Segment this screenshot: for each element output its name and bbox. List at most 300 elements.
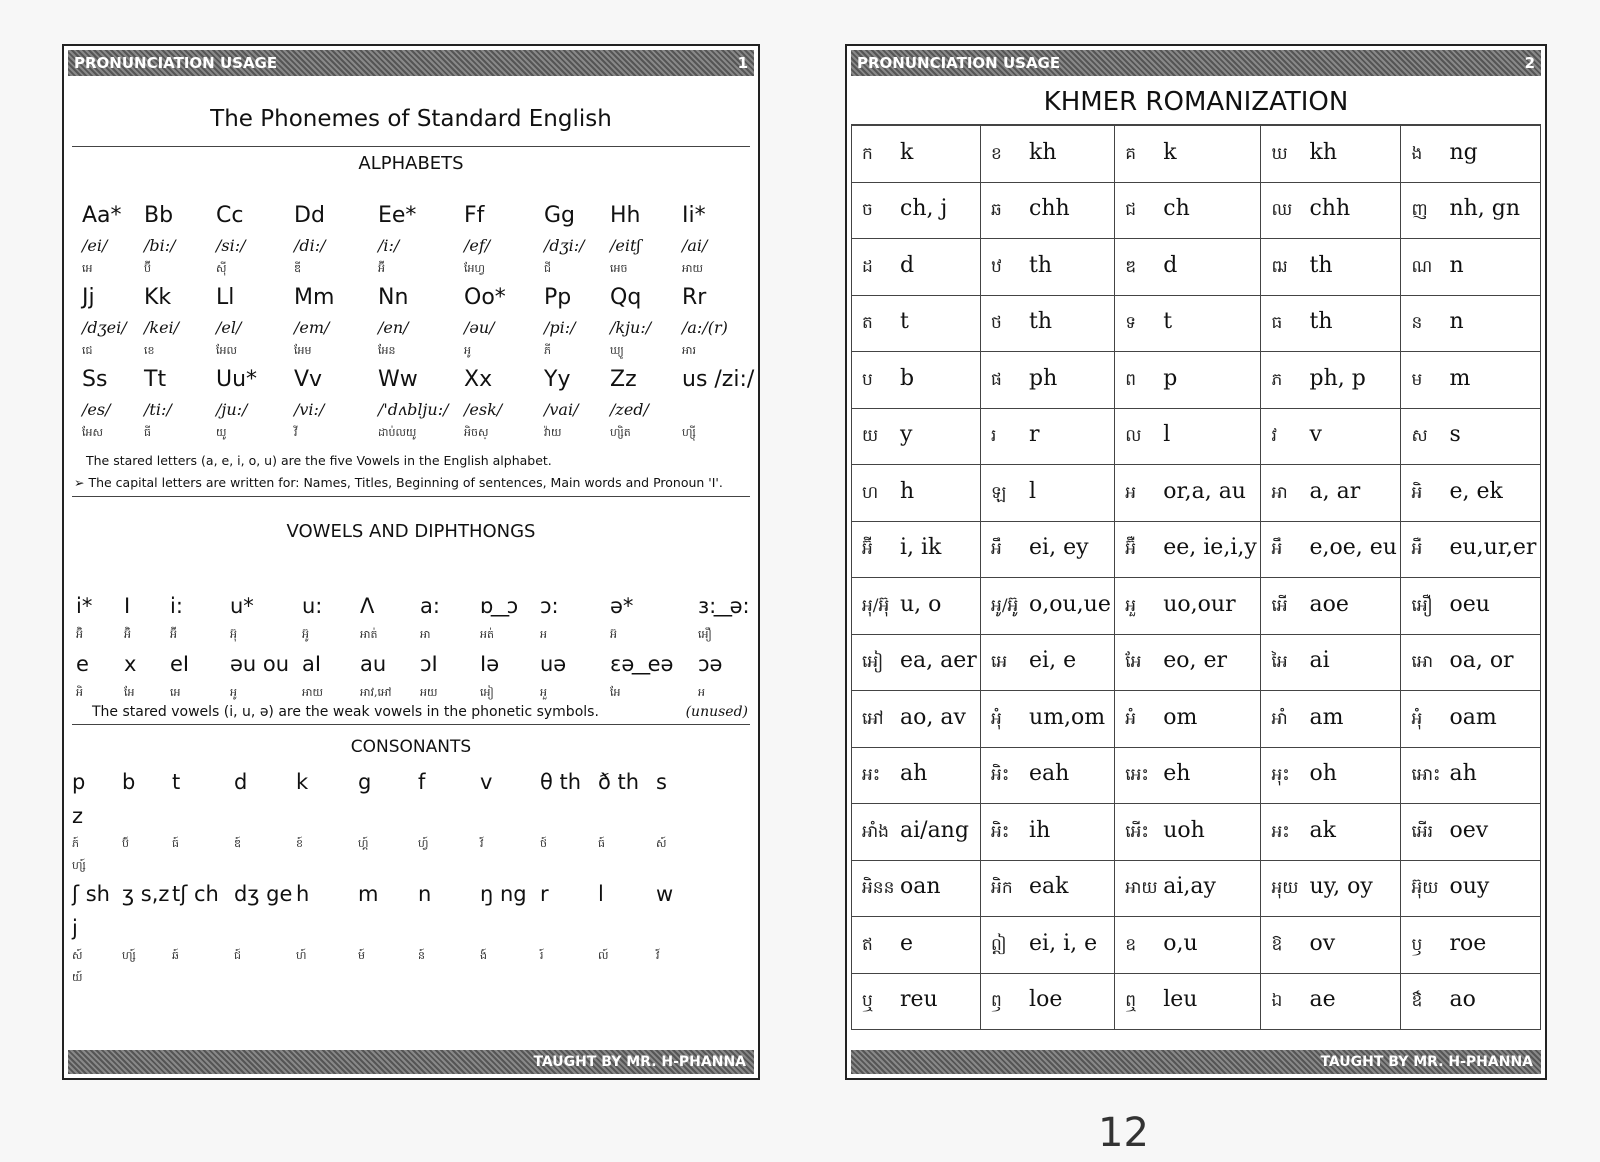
romanization-cell: [1115, 408, 1261, 465]
romanization-value: ai/ang: [900, 817, 969, 843]
consonant-row2: h: [296, 882, 310, 906]
khmer-letter: ផ: [991, 369, 1002, 390]
vowel-row2: au: [360, 652, 387, 676]
alphabet-ipa: /zed/: [610, 400, 649, 419]
alphabet-letters: Oo*: [464, 285, 506, 310]
page-footer: TAUGHT BY MR. H-PHANNA: [68, 1050, 754, 1074]
vowel-row1: u*: [230, 594, 254, 618]
vowel-row2-khmer: អយ: [420, 686, 438, 699]
romanization-cell: [981, 860, 1115, 917]
consonant-row1-khmer: ភ៍: [72, 837, 79, 850]
romanization-cell: [1115, 917, 1261, 974]
romanization-value: oam: [1449, 704, 1497, 730]
romanization-cell: [1401, 408, 1541, 465]
romanization-cell: [1115, 126, 1261, 183]
khmer-letter: ឥ: [862, 934, 873, 955]
khmer-letter: អៅ: [862, 708, 884, 729]
romanization-cell: [981, 239, 1115, 296]
romanization-cell: [1115, 295, 1261, 352]
khmer-letter: ឳ: [1411, 991, 1423, 1012]
alphabet-letters: Hh: [610, 203, 641, 228]
alphabet-ipa: /ef/: [464, 236, 491, 255]
consonant-row2-khmer: ឆ៍: [172, 949, 179, 962]
alphabet-ipa: /a:/(r): [682, 318, 728, 337]
romanization-cell: [1261, 747, 1401, 804]
romanization-cell: [1261, 352, 1401, 409]
romanization-cell: [981, 747, 1115, 804]
alphabet-letters: Kk: [144, 285, 172, 310]
vowel-row1: i:: [170, 594, 183, 618]
khmer-letter: អាយ: [1125, 878, 1158, 899]
alphabet-khmer: អេ: [82, 262, 93, 275]
alphabet-khmer: វ៉ាយ: [544, 426, 562, 439]
romanization-value: ei, ey: [1029, 535, 1089, 561]
alphabet-letters: us /zi:/: [682, 367, 755, 392]
romanization-value: ea, aer: [900, 648, 977, 674]
consonant-row1: θ th: [540, 770, 582, 794]
khmer-letter: ឦ: [991, 934, 1007, 955]
romanization-cell: [1115, 182, 1261, 239]
romanization-cell: [1401, 352, 1541, 409]
romanization-cell: [1401, 634, 1541, 691]
consonant-row2: j: [72, 916, 78, 940]
table-row: [852, 860, 1541, 917]
romanization-value: reu: [900, 987, 938, 1013]
page-2: [845, 44, 1547, 1080]
khmer-letter: រ: [991, 426, 997, 447]
romanization-value: n: [1449, 252, 1464, 278]
romanization-cell: [1401, 973, 1541, 1030]
vowels-note: The stared vowels (i, u, ə) are the weak vowels in the phonetic symbols.: [92, 704, 599, 720]
romanization-cell: [852, 860, 981, 917]
vowel-row1: i*: [76, 594, 93, 618]
khmer-letter: អុយ: [1271, 878, 1299, 899]
khmer-letter: អិ: [1411, 482, 1423, 503]
romanization-value: k: [900, 139, 914, 165]
khmer-letter: ខ: [991, 143, 1002, 164]
alphabet-letters: Qq: [610, 285, 642, 310]
alphabet-ipa: /kju:/: [610, 318, 652, 337]
alphabet-letters: Ww: [378, 367, 418, 392]
khmer-letter: អើ: [1271, 595, 1288, 616]
alphabet-ipa: /ju:/: [216, 400, 248, 419]
romanization-value: i, ik: [900, 535, 942, 561]
alphabet-letters: Ee*: [378, 203, 417, 228]
romanization-value: or,a, au: [1163, 478, 1246, 504]
romanization-value: e: [900, 930, 914, 956]
alphabet-khmer: ភី: [544, 344, 551, 357]
romanization-cell: [1261, 634, 1401, 691]
romanization-value: ei, i, e: [1029, 930, 1098, 956]
consonant-row2-khmer: ង៍: [480, 949, 487, 962]
khmer-letter: អឹ: [991, 539, 1002, 560]
romanization-value: n: [1449, 309, 1464, 335]
alphabet-letters: Aa*: [82, 203, 122, 228]
romanization-value: nh, gn: [1449, 196, 1521, 222]
romanization-cell: [981, 126, 1115, 183]
consonant-row2: n: [418, 882, 432, 906]
romanization-cell: [1261, 804, 1401, 861]
consonant-row2: tʃ ch: [172, 882, 219, 906]
alphabet-ipa: /en/: [378, 318, 409, 337]
vowel-row1-khmer: អ៊: [610, 628, 617, 641]
romanization-cell: [1115, 521, 1261, 578]
khmer-letter: ហ: [862, 482, 879, 503]
vowel-row1: ə*: [610, 594, 634, 618]
consonant-row1: z: [72, 804, 84, 828]
romanization-cell: [1261, 126, 1401, 183]
alphabets-heading: ALPHABETS: [358, 153, 464, 174]
romanization-cell: [1115, 465, 1261, 522]
khmer-letter: ឯ: [1271, 991, 1283, 1012]
khmer-letter: អិក: [991, 878, 1013, 899]
vowel-row1: ɔ:: [540, 594, 559, 618]
khmer-letter: អាំ: [1271, 708, 1288, 729]
khmer-letter: អោ: [1411, 652, 1434, 673]
romanization-value: uo,our: [1163, 591, 1236, 617]
romanization-value: d: [1163, 252, 1178, 278]
romanization-cell: [981, 691, 1115, 748]
alphabet-letters: Pp: [544, 285, 572, 310]
khmer-letter: អ៊ី: [862, 539, 873, 560]
alphabet-letters: Ii*: [682, 203, 706, 228]
khmer-letter: អ៊ឺ: [1125, 539, 1137, 560]
consonant-row1-khmer: ធ៍: [598, 837, 605, 850]
romanization-cell: [1401, 578, 1541, 635]
romanization-value: ae: [1309, 987, 1336, 1013]
table-row: [852, 747, 1541, 804]
alphabet-ipa: /i:/: [378, 236, 400, 255]
romanization-cell: [1115, 804, 1261, 861]
khmer-letter: ញ: [1411, 200, 1428, 221]
vowel-row2: ɔI: [420, 652, 438, 676]
consonant-row2-khmer: រ៍: [540, 949, 544, 962]
alphabet-ipa: /vi:/: [294, 400, 325, 419]
table-row: [852, 352, 1541, 409]
romanization-value: eu,ur,er: [1449, 535, 1537, 561]
alphabet-khmer: យូ: [216, 426, 227, 439]
alphabet-khmer: អេច: [610, 262, 628, 275]
romanization-value: chh: [1309, 196, 1351, 222]
alphabet-letters: Cc: [216, 203, 244, 228]
vowel-row1-khmer: អ៊ូ: [302, 628, 309, 641]
alphabet-khmer: អារ: [682, 344, 696, 357]
romanization-cell: [852, 182, 981, 239]
consonant-row1-khmer: ធ៍: [172, 837, 179, 850]
alphabet-ipa: /di:/: [294, 236, 326, 255]
alphabet-ipa: /si:/: [216, 236, 246, 255]
khmer-letter: អ: [1125, 482, 1137, 503]
vowels-heading: VOWELS AND DIPHTHONGS: [286, 521, 536, 542]
romanization-value: roe: [1449, 930, 1487, 956]
romanization-cell: [1261, 917, 1401, 974]
vowel-row1-khmer: អា: [420, 628, 431, 641]
alphabet-ipa: /el/: [216, 318, 242, 337]
alphabet-letters: Tt: [144, 367, 167, 392]
khmer-letter: អិនន: [862, 878, 895, 899]
vowel-row1: ɜ: ͟ ə:: [698, 594, 750, 618]
khmer-letter: វ: [1271, 426, 1277, 447]
romanization-value: ah: [900, 761, 928, 787]
romanization-value: ouy: [1449, 874, 1490, 900]
romanization-cell: [852, 917, 981, 974]
page-header: [68, 50, 754, 76]
romanization-value: t: [1163, 309, 1173, 335]
alphabet-khmer: អូ: [464, 344, 471, 357]
romanization-value: th: [1309, 309, 1333, 335]
consonant-row1-khmer: ប៊៍: [122, 837, 129, 850]
alphabet-khmer: ហ្ស៊ី: [682, 426, 696, 439]
alphabet-note-2: ➢ The capital letters are written for: Names, Titles, Beginning of sentences, Main words and Pronoun 'I'.: [74, 475, 723, 490]
romanization-value: ph: [1029, 365, 1058, 391]
alphabet-khmer: អែស: [82, 426, 103, 439]
romanization-cell: [1401, 126, 1541, 183]
romanization-cell: [981, 408, 1115, 465]
consonant-row2-khmer: យ៍: [72, 971, 83, 984]
vowel-row1: Λ: [360, 594, 375, 618]
vowel-row1: ɒ ͟ ɔ: [480, 594, 519, 618]
khmer-letter: ឮ: [1125, 991, 1137, 1012]
consonant-row1: t: [172, 770, 181, 794]
khmer-letter: ក: [862, 143, 873, 164]
romanization-value: k: [1163, 139, 1177, 165]
romanization-value: chh: [1029, 196, 1070, 222]
alphabet-khmer: ឌី: [294, 262, 301, 275]
table-row: [852, 239, 1541, 296]
khmer-letter: ត: [862, 313, 873, 334]
table-row: [852, 408, 1541, 465]
table-row: [852, 634, 1541, 691]
vowel-row1-khmer: អ: [540, 628, 547, 641]
vowel-row2-khmer: អាវ,អៅ: [360, 686, 392, 699]
consonant-row1: k: [296, 770, 309, 794]
vowel-row2: x: [124, 652, 137, 676]
khmer-letter: ឭ: [991, 991, 1002, 1012]
romanization-value: oeu: [1449, 591, 1490, 617]
khmer-letter: ឧ: [1125, 934, 1137, 955]
vowel-row1: u:: [302, 594, 323, 618]
khmer-letter: ស: [1411, 426, 1428, 447]
romanization-value: kh: [1029, 139, 1057, 165]
khmer-letter: ឆ: [991, 200, 1002, 221]
page-1: [62, 44, 760, 1080]
romanization-value: ah: [1449, 761, 1477, 787]
khmer-letter: អៀ: [862, 652, 884, 673]
khmer-letter: អុំ: [991, 708, 1002, 729]
romanization-value: m: [1449, 365, 1471, 391]
khmer-letter: អុះ: [1271, 765, 1290, 786]
consonants-heading: CONSONANTS: [350, 737, 472, 757]
khmer-letter: អើះ: [1125, 821, 1149, 842]
alphabet-letters: Nn: [378, 285, 409, 310]
vowel-row2-khmer: អៀ: [480, 686, 494, 699]
khmer-letter: អិះ: [991, 821, 1010, 842]
alphabet-letters: Yy: [544, 367, 571, 392]
consonant-row1-khmer: វ៍: [480, 837, 484, 850]
alphabet-khmer: អាយ: [682, 262, 703, 275]
alphabet-khmer: ដាប់លយូ: [378, 426, 417, 439]
romanization-cell: [852, 973, 981, 1030]
khmer-letter: ឃ: [1271, 143, 1288, 164]
table-row: [852, 578, 1541, 635]
vowel-row1-khmer: អ៊ិ: [124, 628, 131, 641]
romanization-cell: [981, 917, 1115, 974]
khmer-letter: អិះ: [991, 765, 1010, 786]
romanization-cell: [1401, 804, 1541, 861]
khmer-letter: អូ/អ៊ូ: [991, 595, 1019, 616]
khmer-letter: អ៊ុយ: [1411, 878, 1439, 899]
table-row: [852, 465, 1541, 522]
romanization-cell: [1261, 465, 1401, 522]
romanization-title: KHMER ROMANIZATION: [851, 80, 1541, 125]
alphabet-letters: Ff: [464, 203, 485, 228]
romanization-cell: [981, 521, 1115, 578]
romanization-cell: [1261, 295, 1401, 352]
romanization-table: [851, 125, 1541, 1030]
khmer-letter: អឺ: [1411, 539, 1423, 560]
khmer-letter: ច: [862, 200, 873, 221]
romanization-cell: [852, 578, 981, 635]
romanization-cell: [981, 182, 1115, 239]
romanization-cell: [852, 352, 981, 409]
alphabet-note-1: The stared letters (a, e, i, o, u) are the five Vowels in the English alphabet.: [86, 453, 552, 468]
page-footer: TAUGHT BY MR. H-PHANNA: [851, 1050, 1541, 1074]
romanization-cell: [852, 465, 981, 522]
header-page-number: 2: [1524, 54, 1535, 72]
romanization-cell: [1261, 860, 1401, 917]
consonant-row2-khmer: ស៍: [72, 949, 83, 962]
romanization-value: l: [1163, 422, 1171, 448]
consonant-row2: ŋ ng: [480, 882, 527, 906]
romanization-cell: [981, 295, 1115, 352]
alphabet-ipa: /dʒei/: [82, 318, 127, 337]
alphabet-khmer: ខេ: [144, 344, 155, 357]
vowel-row2: uə: [540, 652, 567, 676]
khmer-letter: ឬ: [862, 991, 873, 1012]
romanization-value: ch, j: [900, 196, 948, 222]
romanization-cell: [852, 408, 981, 465]
alphabet-ipa: /es/: [82, 400, 111, 419]
table-row: [852, 126, 1541, 183]
romanization-cell: [852, 239, 981, 296]
khmer-letter: ធ: [1271, 313, 1283, 334]
alphabet-letters: Jj: [82, 285, 95, 310]
vowel-row2-khmer: អួ: [540, 686, 547, 699]
khmer-letter: អួ: [1125, 595, 1137, 616]
romanization-value: ee, ie,i,y: [1163, 535, 1257, 561]
alphabet-ipa: /ti:/: [144, 400, 172, 419]
alphabet-khmer: ហ្សិត: [610, 426, 631, 439]
romanization-value: oh: [1309, 761, 1337, 787]
consonant-row2-khmer: ហ្ស៍: [122, 949, 136, 962]
romanization-value: um,om: [1029, 704, 1106, 730]
alphabet-ipa: /ai/: [682, 236, 708, 255]
consonant-row2: r: [540, 882, 549, 906]
table-row: [852, 521, 1541, 578]
consonant-row1: v: [480, 770, 493, 794]
alphabet-letters: Ss: [82, 367, 108, 392]
romanization-value: ph, p: [1309, 365, 1366, 391]
alphabet-ipa: /'dʌblju:/: [378, 400, 449, 419]
alphabet-khmer: អែម: [294, 344, 312, 357]
alphabet-ipa: /dʒi:/: [544, 236, 585, 255]
consonant-row1: f: [418, 770, 426, 794]
vowel-row1-khmer: អ៊ិ: [76, 628, 83, 641]
romanization-value: th: [1309, 252, 1333, 278]
khmer-letter: ដ: [862, 256, 873, 277]
romanization-value: h: [900, 478, 915, 504]
alphabet-letters: Mm: [294, 285, 335, 310]
vowel-row2-khmer: អាយ: [302, 686, 323, 699]
khmer-letter: អុ/អ៊ុ: [862, 595, 890, 616]
consonant-row1-khmer: ហ្ស៍: [72, 859, 86, 872]
consonant-row2: dʒ ge: [234, 882, 293, 906]
romanization-value: kh: [1309, 139, 1337, 165]
romanization-value: ao, av: [900, 704, 966, 730]
romanization-value: ng: [1449, 139, 1478, 165]
alphabet-letters: Uu*: [216, 367, 258, 392]
alphabet-letters: Zz: [610, 367, 637, 392]
romanization-value: ao: [1449, 987, 1476, 1013]
header-title: PRONUNCIATION USAGE: [74, 54, 278, 72]
romanization-cell: [852, 804, 981, 861]
romanization-cell: [981, 804, 1115, 861]
consonant-row2: l: [598, 882, 604, 906]
consonant-row1: b: [122, 770, 136, 794]
vowel-row2-khmer: អ: [698, 686, 705, 699]
romanization-value: am: [1309, 704, 1344, 730]
romanization-cell: [1261, 578, 1401, 635]
romanization-cell: [1115, 860, 1261, 917]
khmer-letter: យ: [862, 426, 879, 447]
romanization-value: loe: [1029, 987, 1063, 1013]
romanization-value: e, ek: [1449, 478, 1503, 504]
vowel-table: [64, 588, 758, 704]
khmer-letter: អា: [1271, 482, 1288, 503]
alphabet-khmer: ស៊ី: [216, 262, 227, 275]
romanization-cell: [1261, 182, 1401, 239]
romanization-value: oan: [900, 874, 941, 900]
table-row: [852, 295, 1541, 352]
khmer-letter: ល: [1125, 426, 1142, 447]
khmer-letter: ន: [1411, 313, 1423, 334]
khmer-letter: ឌ: [1125, 256, 1137, 277]
alphabet-khmer: ជី: [544, 262, 551, 275]
consonant-row1: s: [656, 770, 667, 794]
vowel-row1-khmer: អត់: [480, 628, 494, 641]
consonant-row2: ʒ s,z: [122, 882, 170, 906]
vowel-row2-khmer: អូ: [230, 686, 237, 699]
romanization-cell: [1401, 521, 1541, 578]
khmer-letter: ជ: [1125, 200, 1137, 221]
romanization-value: ak: [1309, 817, 1336, 843]
vowel-row2-khmer: អិ: [76, 686, 83, 699]
romanization-value: om: [1163, 704, 1198, 730]
consonant-row2-khmer: វ៍: [656, 949, 660, 962]
vowel-row1: a:: [420, 594, 440, 618]
romanization-value: ai,ay: [1163, 874, 1216, 900]
consonant-table: [64, 765, 758, 989]
alphabet-khmer: អែល: [216, 344, 237, 357]
consonant-row1: p: [72, 770, 86, 794]
page-title: The Phonemes of Standard English: [210, 106, 612, 132]
romanization-cell: [1401, 747, 1541, 804]
consonant-row1-khmer: ស៍: [656, 837, 667, 850]
alphabet-khmer: អិចស្: [464, 426, 489, 439]
romanization-value: l: [1029, 478, 1037, 504]
vowel-row2-khmer: អែ: [610, 686, 621, 699]
romanization-cell: [1115, 747, 1261, 804]
